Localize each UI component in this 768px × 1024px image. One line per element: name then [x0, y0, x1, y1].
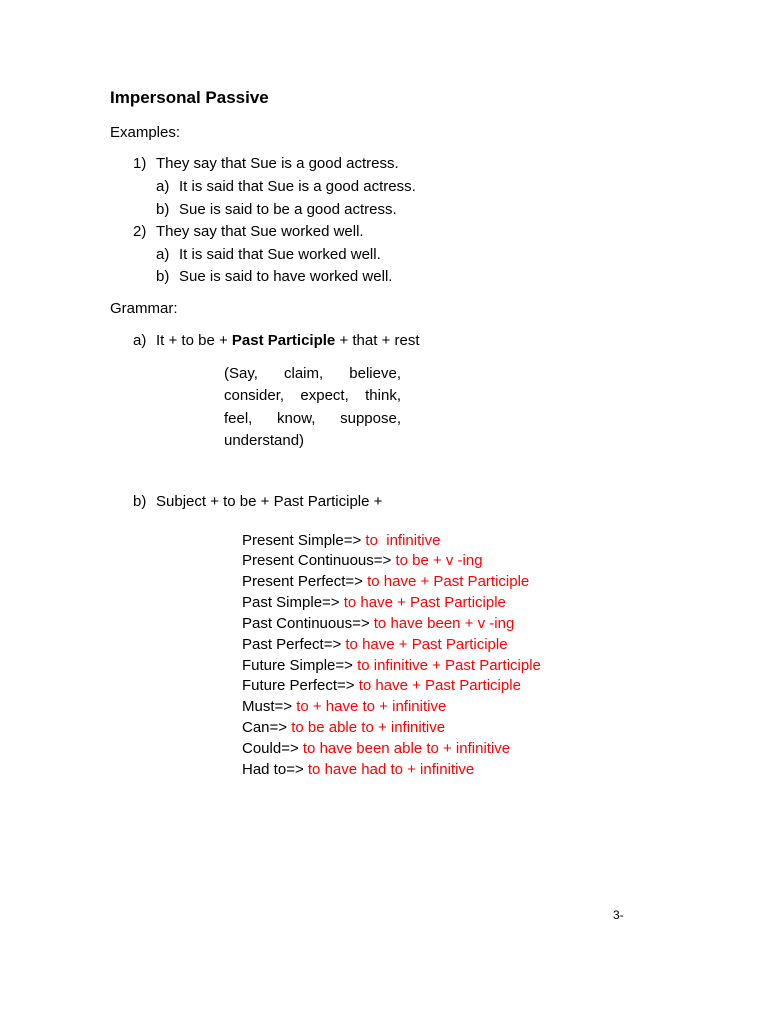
example-item [133, 154, 146, 174]
example-sub-text: Sue is said to have worked well. [179, 268, 393, 285]
tense-rule [242, 635, 508, 655]
list-marker: a) [156, 178, 170, 195]
tense-form: to have had to + infinitive [307, 761, 475, 778]
list-marker: b) [156, 201, 170, 218]
example-text: They say that Sue is a good actress. [156, 155, 399, 172]
example-sub-text: It is said that Sue is a good actress. [179, 178, 416, 195]
example-sub-text: Sue is said to be a good actress. [179, 201, 397, 218]
tense-label: Must=> [242, 698, 297, 715]
tense-rule [242, 593, 506, 613]
tense-rule [242, 760, 474, 780]
tense-rule [242, 676, 521, 696]
list-marker: b) [133, 493, 147, 510]
rule-b-formula: Subject + to be + Past Participle + [156, 493, 383, 510]
example-sub-text: It is said that Sue worked well. [179, 246, 381, 263]
tense-form: to have been + v -ing [373, 615, 515, 632]
grammar-heading: Grammar: [110, 300, 178, 317]
tense-rule [242, 572, 529, 592]
tense-form: to have + Past Participle [345, 636, 508, 653]
tense-label: Future Perfect=> [242, 677, 359, 694]
tense-form: to have + Past Participle [343, 594, 506, 611]
tense-form: to have + Past Participle [367, 573, 530, 590]
tense-form: to + have to + infinitive [296, 698, 447, 715]
list-marker: a) [133, 332, 147, 349]
tense-label: Past Perfect=> [242, 636, 346, 653]
tense-form: to infinitive [365, 532, 441, 549]
tense-form: to have been able to + infinitive [302, 740, 511, 757]
tense-label: Past Simple=> [242, 594, 344, 611]
rule-a-before: It + to be + [156, 332, 232, 349]
examples-heading: Examples: [110, 124, 181, 141]
tense-rule [242, 531, 440, 551]
tense-form: to infinitive + Past Participle [357, 657, 541, 674]
tense-label: Present Simple=> [242, 532, 366, 549]
list-marker: b) [156, 268, 170, 285]
tense-form: to be + v -ing [395, 552, 483, 569]
page-title: Impersonal Passive [110, 88, 269, 107]
rule-a-formula [156, 331, 420, 351]
tense-label: Could=> [242, 740, 303, 757]
list-marker: 2) [133, 223, 147, 240]
tense-label: Can=> [242, 719, 292, 736]
tense-label: Future Simple=> [242, 657, 358, 674]
list-marker: 1) [133, 155, 147, 172]
verbs-note: (Say, claim, believe, consider, expect, think, feel, know, suppose, understand) [224, 365, 401, 449]
tense-rule [242, 551, 483, 571]
tense-label: Present Continuous=> [242, 552, 396, 569]
tense-rule [242, 718, 445, 738]
list-marker: a) [156, 246, 170, 263]
tense-label: Past Continuous=> [242, 615, 374, 632]
tense-form: to be able to + infinitive [291, 719, 446, 736]
tense-form: to have + Past Participle [358, 677, 521, 694]
tense-rule [242, 656, 541, 676]
tense-label: Present Perfect=> [242, 573, 368, 590]
tense-rule [242, 697, 446, 717]
tense-rule [242, 614, 514, 634]
rule-a-after: + that + rest [335, 332, 420, 349]
example-text: They say that Sue worked well. [156, 223, 364, 240]
page-number: 3- [613, 908, 624, 922]
rule-a-bold: Past Participle [231, 332, 336, 349]
tense-label: Had to=> [242, 761, 308, 778]
tense-rule [242, 739, 510, 759]
